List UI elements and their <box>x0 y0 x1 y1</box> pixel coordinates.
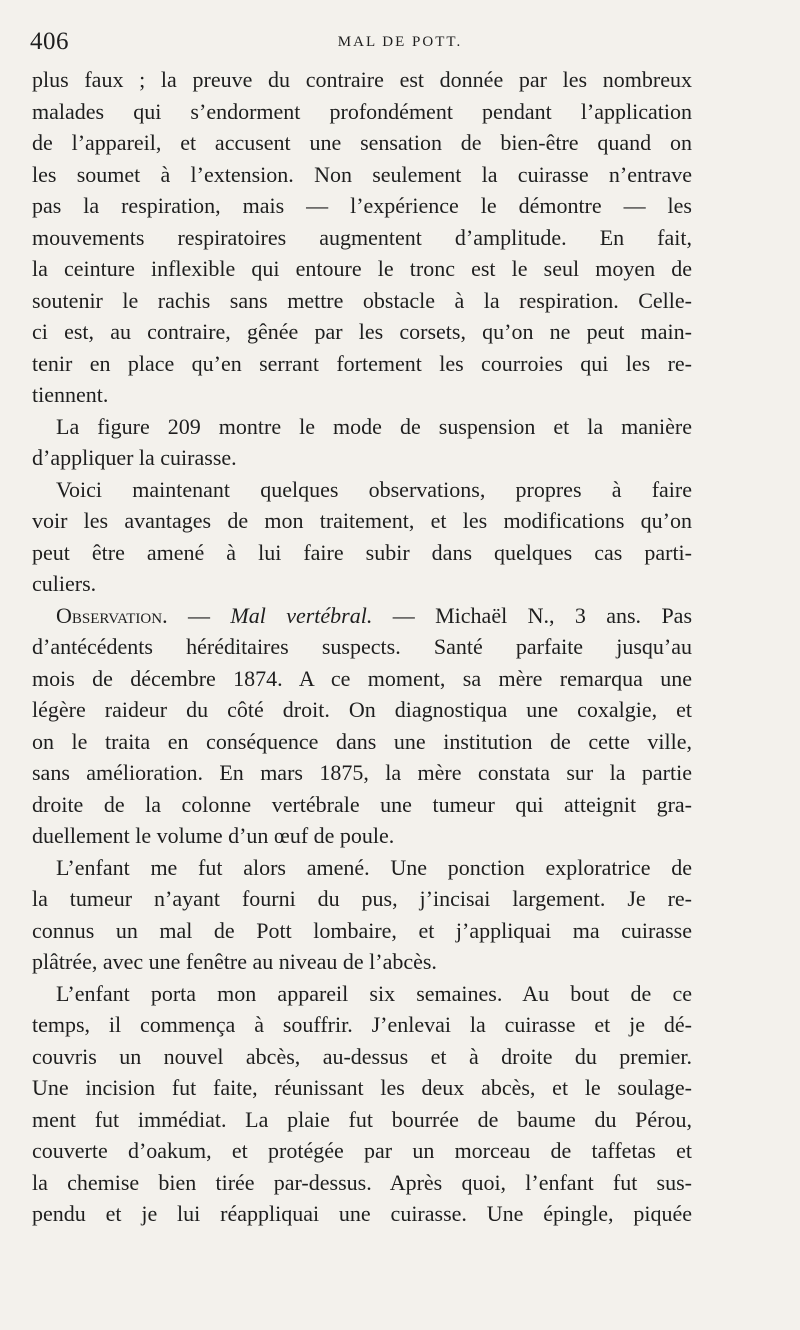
text-line: Voici maintenant quelques observations, propres à faire <box>56 476 692 502</box>
text-line: Une incision fut faite, réunissant les deux abcès, et le soulage- <box>32 1075 692 1100</box>
running-title: MAL DE POTT. <box>337 34 463 50</box>
observation-label: Observation <box>56 602 163 628</box>
text-line: culiers. <box>32 571 97 596</box>
text-line: la chemise bien tirée par-dessus. Après quoi, l’enfant fut sus- <box>32 1169 692 1195</box>
text-line: de l’appareil, et accusent une sensation de bien-être quand on <box>32 130 692 155</box>
text-line: plâtrée, avec une fenêtre au niveau de l’abcès. <box>32 949 437 974</box>
text-line: duellement le volume d’un œuf de poule. <box>32 823 395 848</box>
text-line: pendu et je lui réappliquai une cuirasse. Une épingle, piquée <box>32 1201 692 1226</box>
text-line: ment fut immédiat. La plaie fut bourrée de baume du Pérou, <box>32 1106 692 1132</box>
text-line: mois de décembre 1874. A ce moment, sa mère remarqua une <box>32 665 692 691</box>
text-line: L’enfant me fut alors amené. Une ponction exploratrice de <box>56 854 692 880</box>
text-line: droite de la colonne vertébrale une tumeur qui atteignit gra- <box>32 791 692 817</box>
text-line: couvris un nouvel abcès, au-dessus et à droite du premier. <box>32 1043 692 1069</box>
text-line: tenir en place qu’en serrant fortement les courroies qui les re- <box>32 350 692 376</box>
text-line: tiennent. <box>32 382 109 407</box>
text-line <box>32 600 692 632</box>
text-line: malades qui s’endorment profondément pendant l’application <box>32 98 692 124</box>
text-line: d’antécédents héréditaires suspects. Santé parfaite jusqu’au <box>32 634 692 659</box>
text-line: mouvements respiratoires augmentent d’amplitude. En fait, <box>32 224 692 250</box>
text-line: pas la respiration, mais — l’expérience le démontre — les <box>32 193 692 218</box>
text-line: les soumet à l’extension. Non seulement la cuirasse n’entrave <box>32 161 692 187</box>
page-number: 406 <box>30 28 69 55</box>
text-line: connus un mal de Pott lombaire, et j’appliquai ma cuirasse <box>32 917 692 943</box>
text-line: temps, il commença à souffrir. J’enlevai la cuirasse et je dé- <box>32 1012 692 1037</box>
text-line: la tumeur n’ayant fourni du pus, j’incisai largement. Je re- <box>32 886 692 911</box>
text-line: on le traita en conséquence dans une institution de cette ville, <box>32 728 692 754</box>
text-line: sans amélioration. En mars 1875, la mère constata sur la partie <box>32 760 692 785</box>
observation-title: Mal vertébral. <box>230 602 373 628</box>
text-fragment: — Michaël N., 3 ans. Pas <box>372 602 692 628</box>
text-line: ci est, au contraire, gênée par les corsets, qu’on ne peut main- <box>32 319 692 344</box>
body-text <box>32 64 692 1230</box>
text-line: soutenir le rachis sans mettre obstacle à la respiration. Celle- <box>32 287 692 313</box>
text-line: peut être amené à lui faire subir dans quelques cas parti- <box>32 539 692 565</box>
text-line: La figure 209 montre le mode de suspension et la manière <box>56 413 692 439</box>
text-line: couverte d’oakum, et protégée par un morceau de taffetas et <box>32 1138 692 1163</box>
text-line: d’appliquer la cuirasse. <box>32 445 237 470</box>
text-line: voir les avantages de mon traitement, et les modifications qu’on <box>32 508 692 533</box>
text-line: plus faux ; la preuve du contraire est donnée par les nombreux <box>32 67 692 92</box>
text-line: la ceinture inflexible qui entoure le tronc est le seul moyen de <box>32 256 692 281</box>
text-line: légère raideur du côté droit. On diagnostiqua une coxalgie, et <box>32 697 692 722</box>
page-header <box>30 28 770 64</box>
text-fragment: . — <box>162 602 231 628</box>
text-line: L’enfant porta mon appareil six semaines. Au bout de ce <box>56 980 692 1006</box>
